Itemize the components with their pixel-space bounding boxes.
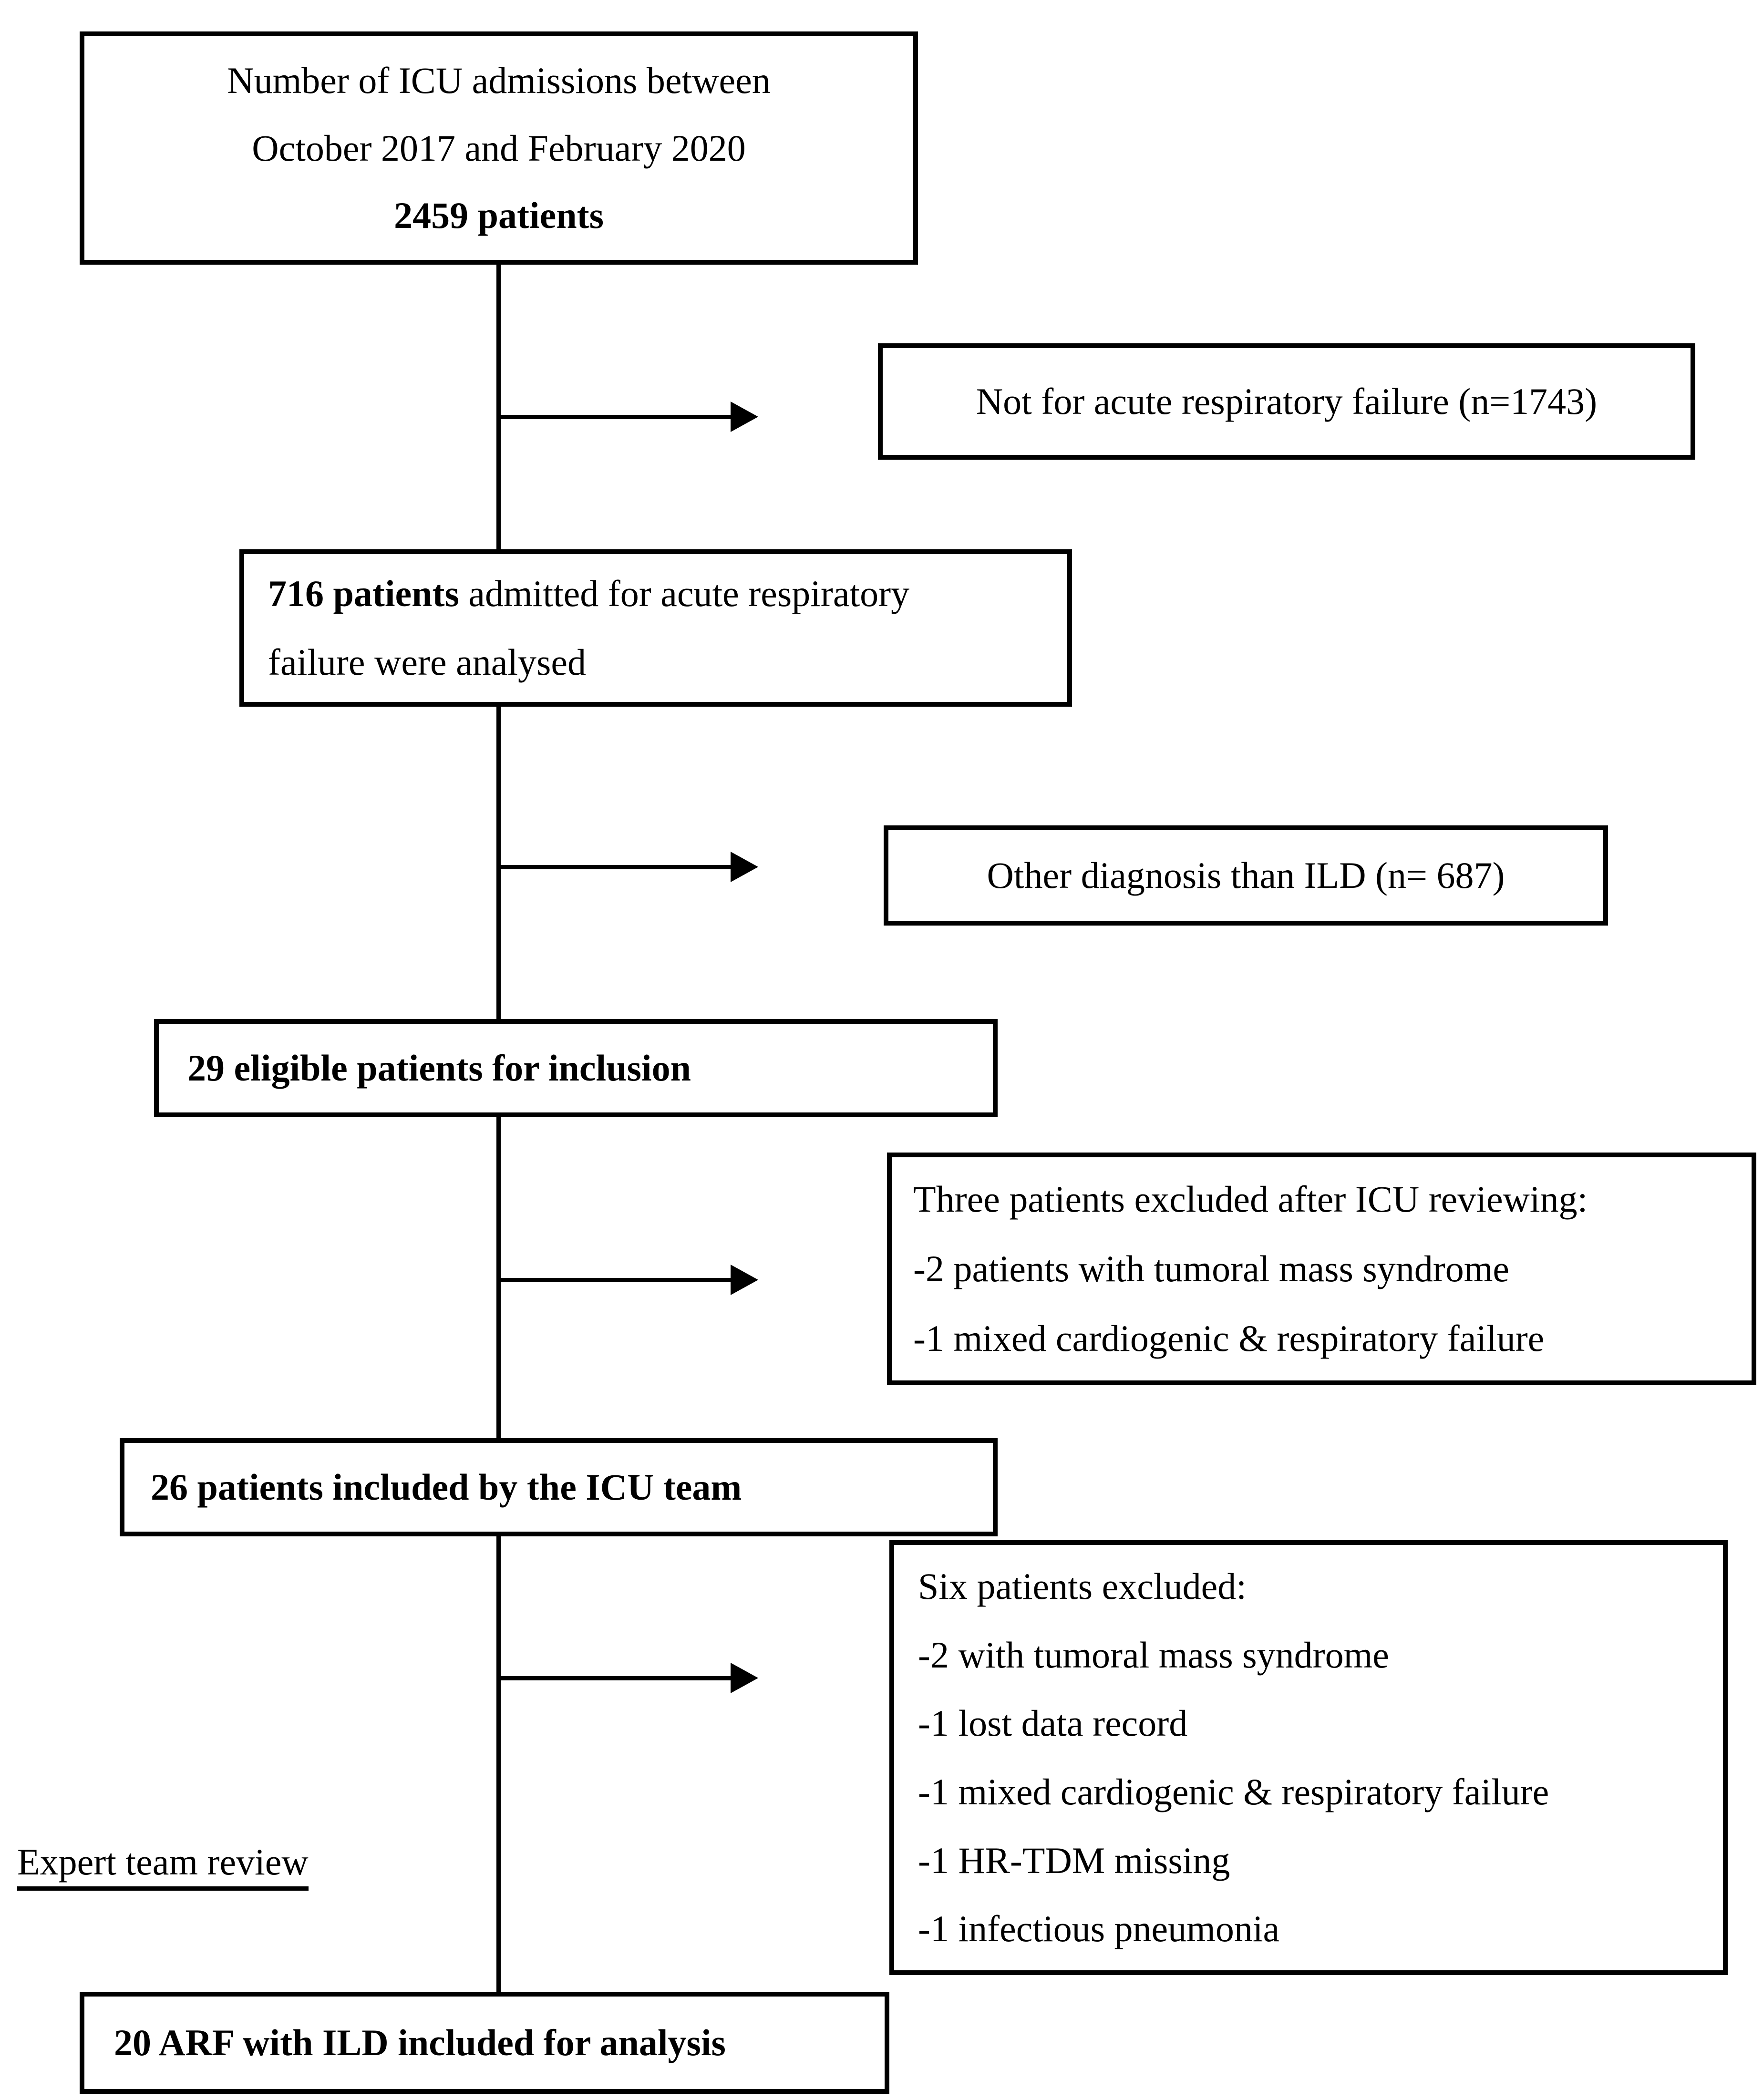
excluded-expert-review-item: -2 with tumoral mass syndrome <box>918 1634 1389 1676</box>
icu-admissions-count: 2459 patients <box>394 195 604 237</box>
excluded-expert-review-item: -1 infectious pneumonia <box>918 1908 1280 1950</box>
main-flow-line <box>496 265 501 1992</box>
arrow-to-expert-review-exclusion <box>498 1663 758 1693</box>
box-final-analysis <box>80 1992 889 2094</box>
box-excluded-not-arf <box>878 343 1695 460</box>
excluded-not-arf-text: Not for acute respiratory failure (n=1743) <box>976 381 1598 422</box>
arrow-head-icon <box>731 401 758 432</box>
arrow-shaft <box>498 1676 731 1680</box>
eligible-patients-text: 29 eligible patients for inclusion <box>187 1047 691 1089</box>
arf-analysed-line2: failure were analysed <box>268 641 586 683</box>
box-arf-analysed <box>239 549 1072 707</box>
arrow-to-not-arf-exclusion <box>498 401 758 432</box>
arrow-shaft <box>498 865 731 869</box>
arrow-head-icon <box>731 1663 758 1693</box>
box-excluded-other-diagnosis <box>884 825 1608 926</box>
arrow-head-icon <box>731 852 758 882</box>
final-analysis-text: 20 ARF with ILD included for analysis <box>114 2022 726 2063</box>
excluded-expert-review-item: -1 mixed cardiogenic & respiratory failure <box>918 1771 1549 1812</box>
expert-team-review-label <box>17 1841 309 1884</box>
arf-analysed-line1-rest: admitted for acute respiratory <box>468 572 910 614</box>
icu-admissions-line2: October 2017 and February 2020 <box>252 127 746 169</box>
excluded-expert-review-title: Six patients excluded: <box>918 1565 1247 1607</box>
arf-analysed-line1 <box>268 559 1058 628</box>
icu-admissions-line1: Number of ICU admissions between <box>227 59 771 101</box>
excluded-expert-review-item: -1 lost data record <box>918 1702 1188 1744</box>
box-eligible-patients <box>154 1019 998 1117</box>
box-included-by-icu-team <box>120 1438 998 1536</box>
included-by-icu-team-text: 26 patients included by the ICU team <box>151 1466 742 1508</box>
arrow-shaft <box>498 415 731 419</box>
excluded-expert-review-item: -1 HR-TDM missing <box>918 1839 1230 1881</box>
box-excluded-icu-review <box>887 1153 1756 1385</box>
arrow-shaft <box>498 1278 731 1282</box>
arrow-head-icon <box>731 1265 758 1295</box>
excluded-other-diagnosis-text: Other diagnosis than ILD (n= 687) <box>987 854 1505 896</box>
arrow-to-other-diagnosis-exclusion <box>498 852 758 882</box>
excluded-icu-review-item: -1 mixed cardiogenic & respiratory failure <box>913 1317 1545 1359</box>
box-excluded-expert-review <box>889 1540 1728 1975</box>
box-icu-admissions <box>80 31 918 265</box>
arrow-to-icu-review-exclusion <box>498 1265 758 1295</box>
arf-analysed-count: 716 patients <box>268 572 459 614</box>
excluded-icu-review-title: Three patients excluded after ICU reviewing: <box>913 1178 1588 1220</box>
excluded-icu-review-item: -2 patients with tumoral mass syndrome <box>913 1248 1509 1290</box>
expert-team-review-text: Expert team review <box>17 1841 309 1891</box>
